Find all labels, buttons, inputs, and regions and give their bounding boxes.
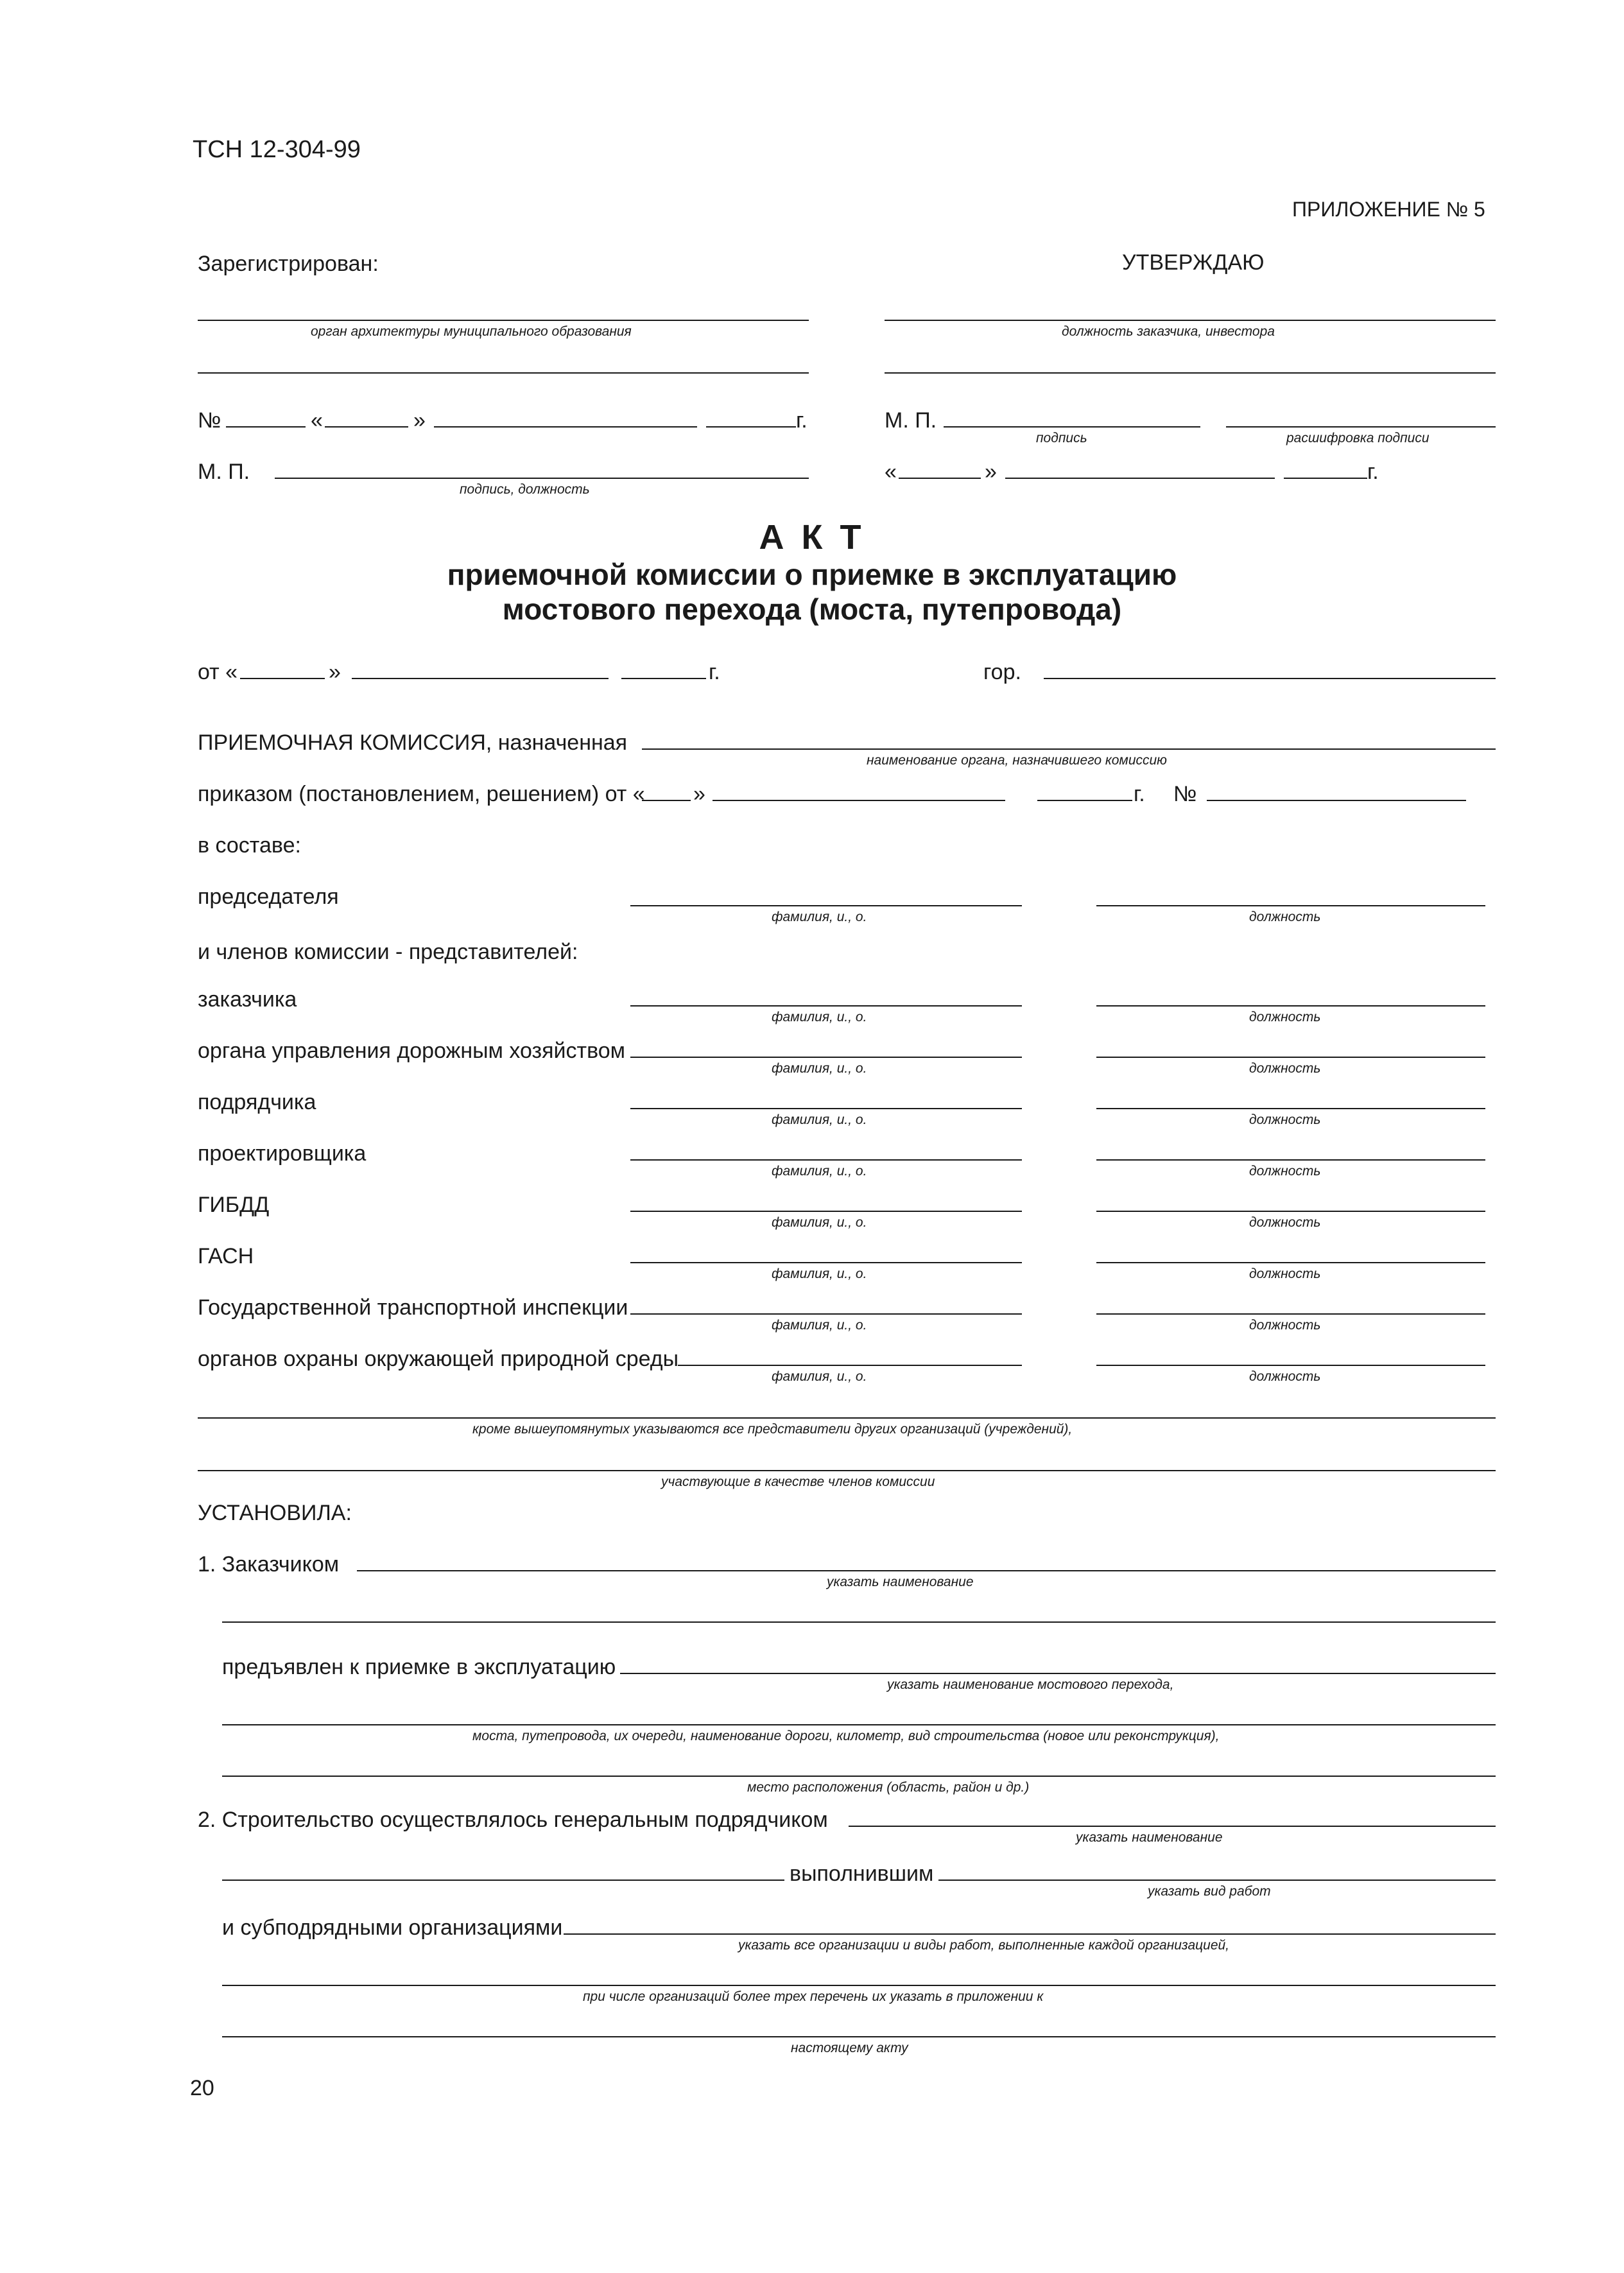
member-label-transport-inspection: Государственной транспортной инспекции bbox=[198, 1295, 628, 1320]
chairman-label: председателя bbox=[198, 885, 339, 909]
chairman-position-caption: должность bbox=[1249, 910, 1321, 924]
member-name-field[interactable] bbox=[630, 1108, 1022, 1109]
presented-caption-1: указать наименование мостового перехода, bbox=[887, 1677, 1174, 1692]
presented-field-2[interactable] bbox=[222, 1724, 1496, 1725]
approval-quote-open: « bbox=[885, 460, 897, 484]
member-position-field[interactable] bbox=[1096, 1262, 1485, 1263]
member-label-customer: заказчика bbox=[198, 987, 297, 1012]
subcontractors-field-2[interactable] bbox=[222, 1985, 1496, 1986]
item2-label: 2. Строительство осуществлялось генеральным подрядчиком bbox=[198, 1808, 828, 1832]
member-name-caption: фамилия, и., о. bbox=[772, 1266, 867, 1281]
member-name-caption: фамилия, и., о. bbox=[772, 1369, 867, 1384]
item1-customer-field[interactable] bbox=[357, 1570, 1496, 1571]
member-position-caption: должность bbox=[1249, 1010, 1321, 1024]
item2-caption: указать наименование bbox=[1076, 1830, 1223, 1845]
member-name-caption: фамилия, и., о. bbox=[772, 1061, 867, 1076]
member-position-caption: должность bbox=[1249, 1112, 1321, 1127]
item1-label: 1. Заказчиком bbox=[198, 1552, 340, 1577]
member-name-field[interactable] bbox=[630, 1159, 1022, 1161]
approver-position-line[interactable] bbox=[885, 320, 1496, 321]
performed-label: выполнившим bbox=[790, 1862, 934, 1886]
registration-day-field[interactable] bbox=[325, 426, 408, 428]
approval-signature-decode-line[interactable] bbox=[1226, 426, 1496, 428]
approval-year-suffix: г. bbox=[1367, 460, 1379, 484]
member-position-field[interactable] bbox=[1096, 1211, 1485, 1212]
member-name-field[interactable] bbox=[630, 1262, 1022, 1263]
act-title: А К Т bbox=[759, 518, 865, 557]
approval-signature-decode-caption: расшифровка подписи bbox=[1286, 431, 1430, 445]
established-heading: УСТАНОВИЛА: bbox=[198, 1501, 352, 1525]
member-name-field[interactable] bbox=[630, 1005, 1022, 1007]
member-position-caption: должность bbox=[1249, 1266, 1321, 1281]
approval-month-field[interactable] bbox=[1005, 478, 1275, 479]
member-position-field[interactable] bbox=[1096, 1057, 1485, 1058]
registration-year-suffix: г. bbox=[796, 408, 808, 433]
act-year-suffix: г. bbox=[709, 660, 720, 684]
item2-general-contractor-field[interactable] bbox=[849, 1826, 1496, 1827]
member-name-field[interactable] bbox=[630, 1211, 1022, 1212]
act-subtitle-line-1: приемочной комиссии о приемке в эксплуатацию bbox=[447, 558, 1177, 591]
other-members-caption-2: участвующие в качестве членов комиссии bbox=[661, 1474, 935, 1489]
chairman-name-caption: фамилия, и., о. bbox=[772, 910, 867, 924]
member-position-field[interactable] bbox=[1096, 1005, 1485, 1007]
approval-stamp-label: М. П. bbox=[885, 408, 937, 433]
registration-stamp-label: М. П. bbox=[198, 460, 250, 484]
member-position-field[interactable] bbox=[1096, 1108, 1485, 1109]
members-label: и членов комиссии - представителей: bbox=[198, 940, 578, 964]
approver-position-line-2[interactable] bbox=[885, 372, 1496, 374]
member-name-caption: фамилия, и., о. bbox=[772, 1112, 867, 1127]
approval-signature-line[interactable] bbox=[944, 426, 1200, 428]
commission-order-number-field[interactable] bbox=[1207, 800, 1466, 801]
page-number: 20 bbox=[190, 2076, 214, 2100]
act-date-quote-close: » bbox=[329, 660, 341, 684]
other-members-line-1[interactable] bbox=[198, 1417, 1496, 1419]
member-position-caption: должность bbox=[1249, 1215, 1321, 1230]
member-position-field[interactable] bbox=[1096, 1365, 1485, 1366]
subcontractors-caption-2: при числе организаций более трех перечень их указать в приложении к bbox=[583, 1989, 1044, 2004]
member-label-gasn: ГАСН bbox=[198, 1244, 254, 1268]
registration-stamp-caption: подпись, должность bbox=[460, 482, 590, 497]
member-position-caption: должность bbox=[1249, 1061, 1321, 1076]
registration-number-field[interactable] bbox=[226, 426, 306, 428]
appendix-label: ПРИЛОЖЕНИЕ № 5 bbox=[1292, 198, 1485, 221]
item2-contractor-name-field[interactable] bbox=[222, 1880, 784, 1881]
other-members-line-2[interactable] bbox=[198, 1470, 1496, 1471]
registration-quote-close: » bbox=[413, 408, 426, 433]
registered-organ-line[interactable] bbox=[198, 320, 809, 321]
commission-appointed-caption: наименование органа, назначившего комиссию bbox=[867, 753, 1167, 768]
commission-order-label: приказом (постановлением, решением) от « bbox=[198, 782, 645, 806]
performed-caption: указать вид работ bbox=[1148, 1884, 1271, 1899]
approver-position-caption: должность заказчика, инвестора bbox=[1062, 324, 1275, 339]
member-position-field[interactable] bbox=[1096, 1313, 1485, 1315]
registration-quote-open: « bbox=[311, 408, 323, 433]
presented-caption-2: моста, путепровода, их очереди, наименование дороги, километр, вид строительства (новое или реконструкция), bbox=[472, 1729, 1220, 1743]
chairman-position-field[interactable] bbox=[1096, 905, 1485, 906]
commission-appointed-label: ПРИЕМОЧНАЯ КОМИССИЯ, назначенная bbox=[198, 730, 628, 755]
commission-order-year-field[interactable] bbox=[1037, 800, 1132, 801]
commission-order-year-suffix: г. bbox=[1134, 782, 1145, 806]
approval-day-field[interactable] bbox=[899, 478, 981, 479]
registered-organ-line-2[interactable] bbox=[198, 372, 809, 374]
member-name-caption: фамилия, и., о. bbox=[772, 1164, 867, 1179]
act-city-label: гор. bbox=[983, 660, 1021, 684]
commission-order-number-sign: № bbox=[1173, 782, 1197, 806]
performed-work-field[interactable] bbox=[938, 1880, 1496, 1881]
approval-year-field[interactable] bbox=[1284, 478, 1367, 479]
registration-year-field[interactable] bbox=[706, 426, 796, 428]
commission-order-month-field[interactable] bbox=[713, 800, 1005, 801]
member-position-caption: должность bbox=[1249, 1369, 1321, 1384]
member-position-caption: должность bbox=[1249, 1164, 1321, 1179]
subcontractors-label: и субподрядными организациями bbox=[222, 1915, 563, 1940]
approval-quote-close: » bbox=[985, 460, 997, 484]
presented-field[interactable] bbox=[620, 1673, 1496, 1674]
member-name-field[interactable] bbox=[630, 1313, 1022, 1315]
member-position-field[interactable] bbox=[1096, 1159, 1485, 1161]
registration-month-field[interactable] bbox=[434, 426, 697, 428]
commission-composition-label: в составе: bbox=[198, 833, 301, 858]
commission-order-quote-close: » bbox=[693, 782, 705, 806]
registration-number-sign: № bbox=[198, 408, 221, 433]
member-position-caption: должность bbox=[1249, 1318, 1321, 1333]
member-name-caption: фамилия, и., о. bbox=[772, 1010, 867, 1024]
act-city-field[interactable] bbox=[1044, 678, 1496, 679]
presented-caption-3: место расположения (область, район и др.) bbox=[747, 1780, 1030, 1795]
member-name-caption: фамилия, и., о. bbox=[772, 1318, 867, 1333]
commission-order-day-field[interactable] bbox=[642, 800, 691, 801]
registered-label: Зарегистрирован: bbox=[198, 252, 379, 276]
subcontractors-caption-1: указать все организации и виды работ, выполненные каждой организацией, bbox=[738, 1938, 1230, 1953]
subcontractors-field-3[interactable] bbox=[222, 2036, 1496, 2037]
member-name-caption: фамилия, и., о. bbox=[772, 1215, 867, 1230]
presented-label: предъявлен к приемке в эксплуатацию bbox=[222, 1655, 616, 1679]
subcontractors-field[interactable] bbox=[564, 1933, 1496, 1935]
member-name-field[interactable] bbox=[678, 1365, 1022, 1366]
registered-organ-caption: орган архитектуры муниципального образования bbox=[311, 324, 632, 339]
member-label-designer: проектировщика bbox=[198, 1141, 367, 1166]
other-members-caption-1: кроме вышеупомянутых указываются все представители других организаций (учреждений), bbox=[472, 1422, 1073, 1437]
approval-signature-caption: подпись bbox=[1036, 431, 1087, 445]
item1-caption: указать наименование bbox=[827, 1575, 974, 1589]
member-label-contractor: подрядчика bbox=[198, 1090, 316, 1114]
presented-field-3[interactable] bbox=[222, 1776, 1496, 1777]
act-day-field[interactable] bbox=[240, 678, 325, 679]
approve-label: УТВЕРЖДАЮ bbox=[1122, 250, 1265, 275]
act-month-field[interactable] bbox=[352, 678, 609, 679]
act-subtitle-line-2: мостового перехода (моста, путепровода) bbox=[502, 592, 1122, 626]
subcontractors-caption-3: настоящему акту bbox=[791, 2041, 908, 2055]
chairman-name-field[interactable] bbox=[630, 905, 1022, 906]
item1-customer-field-2[interactable] bbox=[222, 1621, 1496, 1623]
member-label-environment: органов охраны окружающей природной среды bbox=[198, 1347, 679, 1371]
act-date-from-label: от « bbox=[198, 660, 238, 684]
act-year-field[interactable] bbox=[621, 678, 706, 679]
member-label-road-authority: органа управления дорожным хозяйством bbox=[198, 1039, 626, 1063]
member-name-field[interactable] bbox=[630, 1057, 1022, 1058]
registration-signature-line[interactable] bbox=[275, 478, 809, 479]
member-label-traffic-police: ГИБДД bbox=[198, 1193, 270, 1217]
commission-appointed-field[interactable] bbox=[642, 748, 1496, 750]
document-code: ТСН 12-304-99 bbox=[193, 136, 361, 163]
